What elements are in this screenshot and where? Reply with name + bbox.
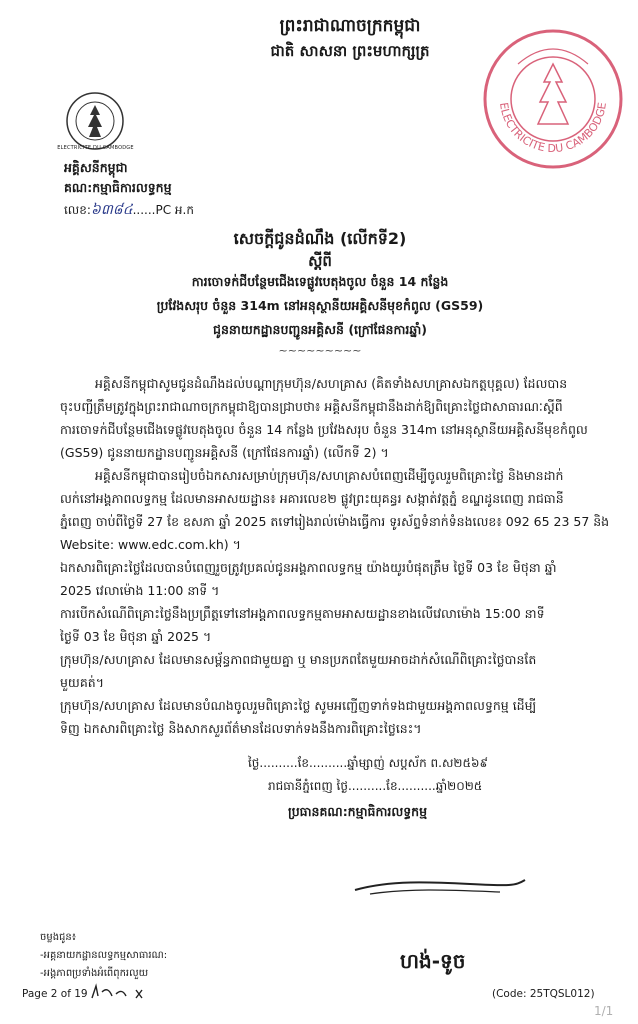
body-line: ការចោទក់ជីបន្ថែមជើងទេផ្លូវបេតុងចូល ចំនួន 14 កន្លែង ប្រវែងសរុប ចំនួន 314m នៅអនុស្ថានីយអគ្គិសនីមុខកំពូល [60, 422, 588, 437]
subject-line-2: ប្រវែងសរុប ចំនួន 314m នៅអនុស្ថានីយអគ្គិសនីមុខកំពូល (GS59) [156, 298, 484, 313]
body-line: 2025 វេលាម៉ោង 11:00 នាទី ។ [60, 583, 220, 598]
cc-item: -អគ្គនាយកដ្ឋានលទ្ធកម្មសាធារណ: [40, 950, 168, 961]
red-seal-stamp [478, 24, 628, 174]
ref-suffix: PC អ.ក [155, 203, 194, 217]
reference-number: លេខ:៦៣៨៤......PC អ.ក [64, 202, 194, 218]
handwritten-signature [350, 870, 530, 900]
kingdom-heading: ព្រះរាជាណាចក្រកម្ពុជា [279, 16, 421, 36]
motto-heading: ជាតិ សាសនា ព្រះមហាក្សត្រ [270, 42, 430, 60]
stamp-text: ELECTRICITE DU CAMBODGE [497, 101, 609, 156]
body-line: ភ្នំពេញ ចាប់ពីថ្ងៃទី 27 ខែ ឧសភា ឆ្នាំ 2025 តទៅរៀងរាល់ម៉ោងធ្វើការ ទូរស័ព្ទទំនាក់ទំនងលេខ៖ 092 65 23 57 និង [60, 514, 610, 529]
cc-title: ចម្លងជូន៖ [40, 932, 77, 943]
body-line: ទិញ ឯកសារពិគ្រោះថ្លៃ និងសាកសួរព័ត៌មានដែលទាក់ទងនឹងការពិគ្រោះថ្លៃនេះ។ [60, 721, 422, 736]
signer-name: ហង់-ទូច [400, 949, 466, 973]
solar-date-line: រាជធានីភ្នំពេញ ថ្ងៃ..........ខែ..........ឆ្នាំ២០២៥ [268, 779, 483, 793]
signer-title: ប្រធានគណ:កម្មាធិការលទ្ធកម្ម [288, 804, 428, 819]
edc-logo [64, 90, 126, 152]
body-line: ថ្ងៃទី 03 ខែ មិថុនា ឆ្នាំ 2025 ។ [60, 629, 212, 644]
title-ornament: ~~~~~~~~~ [278, 344, 362, 357]
body-line: ក្រុមហ៊ុន/សហគ្រាស ដែលមានបំណងចូលរួមពិគ្រោះថ្លៃ សូមអញ្ជើញទាក់ទងជាមួយអង្គភាពលទ្ធកម្ម ដើម្បី [60, 698, 537, 713]
subject-label: ស្ដីពី [308, 252, 332, 270]
subject-line-3: ជូននាយកដ្ឋានបញ្ជូនអគ្គិសនី (ក្រៅផែនការឆ្នាំ) [213, 322, 427, 337]
body-line: មួយគត់។ [60, 675, 104, 690]
ref-prefix: លេខ: [64, 203, 91, 217]
body-line: ឯកសារពិគ្រោះថ្លៃដែលបានបំពេញរួចត្រូវប្រគល់ជូនអង្គភាពលទ្ធកម្ម យ៉ាងយូរបំផុតត្រឹម ថ្ងៃទី 03 ខែ មិថុនា ឆ្នាំ [60, 560, 557, 575]
body-line: (GS59) ជូននាយកដ្ឋានបញ្ជូនអគ្គិសនី (ក្រៅផែនការឆ្នាំ) (លើកទី 2) ។ [60, 445, 389, 460]
notice-title: សេចក្ដីជូនដំណឹង (លើកទី2) [233, 229, 407, 248]
org-name: អគ្គិសនីកម្ពុជា [64, 160, 128, 175]
committee-name: គណ:កម្មាធិការលទ្ធកម្ម [64, 180, 172, 195]
body-line: ចុះបញ្ជីត្រឹមត្រូវក្នុងព្រះរាជាណាចក្រកម្ពុជាឱ្យបានជ្រាបថា៖ អគ្គិសនីកម្ពុជានឹងដាក់ឱ្យពិគ្រោះថ្លៃជាសាធារណៈស្ដីពី [60, 399, 563, 414]
ref-handwritten: ៦៣៨៤ [90, 202, 133, 218]
body-line: ក្រុមហ៊ុន/សហគ្រាស ដែលមានសម្ព័ន្ធភាពជាមួយគ្នា ឬ មានប្រភពតែមួយអាចដាក់សំណើពិគ្រោះថ្លៃបានតែ [60, 652, 537, 667]
cc-item: -អង្គភាពប្រទាំងអំពើពុករលួយ [40, 968, 149, 979]
subject-line-1: ការចោទក់ជីបន្ថែមជើងទេផ្លូវបេតុងចូល ចំនួន 14 កន្លែង [191, 274, 449, 289]
initials-signature [88, 982, 148, 1004]
logo-caption: ELECTRICITE DU CAMBODGE [57, 145, 134, 151]
body-line: អគ្គិសនីកម្ពុជាសូមជូនដំណឹងដល់បណ្ដាក្រុមហ៊ុន/សហគ្រាស (គិតទាំងសហគ្រាសឯកត្តបុគ្គល) ដែលបាន [95, 376, 568, 391]
body-line: អគ្គិសនីកម្ពុជាបានរៀបចំឯកសារសម្រាប់ក្រុមហ៊ុន/សហគ្រាសបំពេញដើម្បីចូលរួមពិគ្រោះថ្លៃ និងមានដាក់ [95, 468, 564, 483]
body-line: លក់នៅអង្គភាពលទ្ធកម្ម ដែលមានអាសយដ្ឋាន៖ អគារលេខ២ ផ្លូវព្រះយុគន្ធរ សង្កាត់វត្តភ្នំ ខណ្ឌដូនពេញ រាជធានី [60, 491, 564, 506]
svg-text:ELECTRICITE DU CAMBODGE [497, 102, 609, 156]
body-line: Website: www.edc.com.kh) ។ [60, 537, 241, 552]
body-line: ការបើកសំណើពិគ្រោះថ្លៃនឹងប្រព្រឹត្តទៅនៅអង្គភាពលទ្ធកម្មតាមអាសយដ្ឋានខាងលើវេលាម៉ោង 15:00 នាទី [60, 606, 545, 621]
document-code: (Code: 25TQSL012) [492, 988, 595, 1000]
page-number: Page 2 of 19 [22, 988, 88, 1000]
viewer-page-indicator: 1/1 [594, 1004, 614, 1018]
lunar-date-line: ថ្ងៃ..........ខែ..........ឆ្នាំម្សាញ់ សប្តស័ក ព.ស២៥៦៩ [248, 756, 488, 770]
